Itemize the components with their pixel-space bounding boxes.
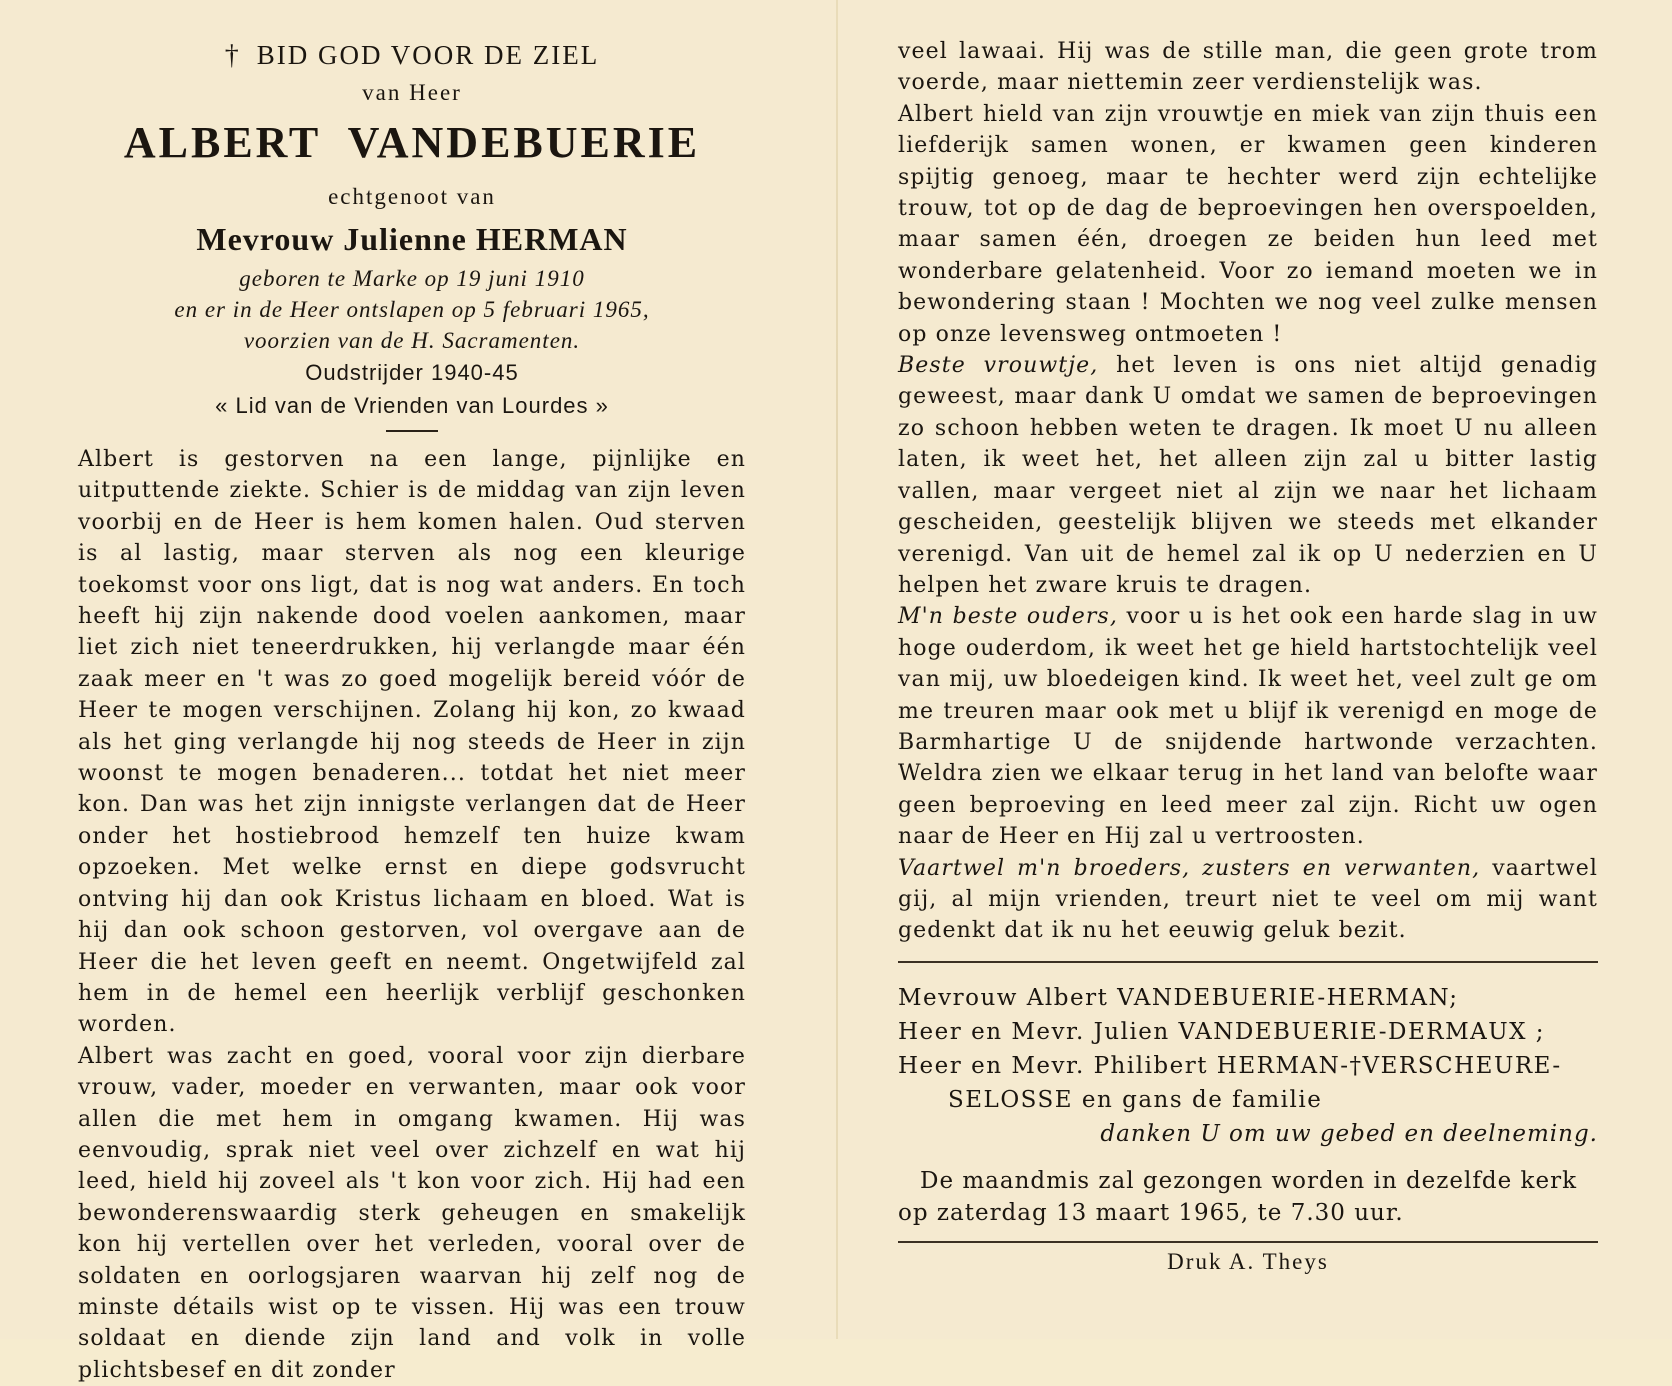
member-line: « Lid van de Vrienden van Lourdes »	[215, 393, 609, 418]
veteran-line: Oudstrijder 1940-45	[305, 360, 519, 385]
prayer-text: BID GOD VOOR DE ZIEL	[256, 40, 600, 70]
right-paragraph-4	[898, 601, 1598, 852]
thanks-line: danken U om uw gebed en deelneming.	[1100, 1120, 1598, 1147]
message-wife: het leven is ons niet altijd genadig geweest, maar dank U omdat we samen de beproevingen zo schoon hebben weten te dragen. Ik moet U nu alleen laten, ik weet het, het alleen zijn zal u bitter lastig vallen, maar vergeet niet al zijn we naar het lichaam gescheiden, geestelijk blijven we steeds met elkander verenigd. Van uit de hemel zal ik op U nederzien en U helpen het zware kruis te dragen.	[898, 353, 1598, 598]
message-parents: voor u is het ook een harde slag in uw hoge ouderdom, ik weet het ge hield hartstochtelijk veel van mij, uw bloedeigen kind. Ik weet het, veel zult ge om me treuren maar ook met u blijf ik verenigd en moge de Barmhartige U de snijdende hartwonde verzachten. Weldra zien we elkaar terug in het land van belofte waar geen beproeving en leed meer zal zijn. Richt uw ogen naar de Heer en Hij zal u vertroosten.	[898, 604, 1598, 850]
left-paragraph-2: Albert was zacht en goed, vooral voor zijn dierbare vrouw, vader, moeder en verwanten, maar ook voor allen die met hem in omgang kwamen. Hij was eenvoudig, sprak niet veel over zichzelf en wat hij leed, hield hij zoveel als 't kon voor zich. Hij had een bewonderenswaardig sterk geheugen en smakelijk kon hij vertellen over het verleden, vooral over de soldaten en oorlogsjaren waarvan hij zelf nog de minste détails wist op te vissen. Hij was een trouw soldaat en diende zijn land and volk in volle plichtsbesef en dit zonder	[78, 1043, 746, 1383]
family-line-2: Heer en Mevr. Julien VANDEBUERIE-DERMAUX ;	[898, 1018, 1546, 1045]
family-list	[898, 981, 1598, 1151]
short-divider	[386, 430, 438, 432]
card-fold	[836, 0, 838, 1339]
left-page	[78, 36, 746, 1386]
address-parents: M'n beste ouders,	[898, 604, 1118, 630]
sacraments-line: voorzien van de H. Sacramenten.	[243, 328, 581, 353]
mass-announcement	[898, 1165, 1598, 1229]
van-heer: van Heer	[362, 80, 462, 105]
mass-line-1: De maandmis zal gezongen worden in dezelfde kerk	[920, 1167, 1578, 1194]
divider-family	[898, 961, 1598, 963]
spouse-of: echtgenoot van	[328, 184, 496, 209]
right-page	[898, 36, 1598, 1275]
cross-icon: †	[224, 40, 241, 71]
right-paragraph-2: Albert hield van zijn vrouwtje en miek van zijn thuis een liefderijk samen wonen, er kwamen geen kinderen spijtig genoeg, maar te hechter werd zijn echtelijke trouw, tot op de dag de beproevingen hen overspoelden, maar samen één, droegen ze beiden hun leed met wonderbare gelatenheid. Voor zo iemand moeten we in bewondering staan ! Mochten we nog veel zulke mensen op onze levensweg ontmoeten !	[898, 101, 1598, 347]
family-line-3: Heer en Mevr. Philibert HERMAN-†VERSCHEURE-	[898, 1052, 1562, 1079]
right-paragraph-5	[898, 853, 1598, 947]
left-body	[78, 444, 746, 1386]
address-relatives: Vaartwel m'n broeders, zusters en verwanten,	[898, 855, 1481, 881]
spouse-name: Mevrouw Julienne HERMAN	[196, 221, 628, 257]
right-body	[898, 36, 1598, 947]
printer-credit: Druk A. Theys	[1167, 1248, 1329, 1274]
message-relatives: vaartwel gij, al mijn vrienden, treurt niet te veel om mij want gedenkt dat ik nu het eeuwig geluk bezit.	[898, 855, 1598, 944]
birth-line: geboren te Marke op 19 juni 1910	[239, 266, 585, 291]
mass-line-2: op zaterdag 13 maart 1965, te 7.30 uur.	[898, 1199, 1404, 1226]
left-paragraph-1: Albert is gestorven na een lange, pijnlijke en uitputtende ziekte. Schier is de middag van zijn leven voorbij en de Heer is hem komen halen. Oud sterven is al lastig, maar sterven als nog een kleurige toekomst voor ons ligt, dat is nog wat anders. En toch heeft hij zijn nakende dood voelen aankomen, maar liet zich niet teneerdrukken, hij verlangde maar één zaak meer en 't was zo goed mogelijk bereid vóór de Heer te mogen verschijnen. Zolang hij kon, zo kwaad als het ging verlangde hij nog steeds de Heer in zijn woonst te mogen benaderen... totdat het niet meer kon. Dan was het zijn innigste verlangen dat de Heer onder het hostiebrood hemzelf ten huize kwam opzoeken. Met welke ernst en diepe godsvrucht ontving hij dan ook Kristus lichaam en bloed. Wat is hij dan ook schoon gestorven, vol overgave aan de Heer die het leven geeft en neemt. Ongetwijfeld zal hem in de hemel een heerlijk verblijf geschonken worden.	[78, 447, 746, 1038]
family-line-1: Mevrouw Albert VANDEBUERIE-HERMAN;	[898, 984, 1459, 1011]
family-line-4: SELOSSE en gans de familie	[948, 1086, 1323, 1113]
deceased-name: ALBERT VANDEBUERIE	[123, 118, 701, 167]
right-paragraph-1: veel lawaai. Hij was de stille man, die geen grote trom voerde, maar niettemin zeer verdienstelijk was.	[898, 39, 1598, 96]
divider-printer	[898, 1241, 1598, 1243]
prayer-heading	[78, 36, 746, 75]
death-line: en er in de Heer ontslapen op 5 februari 1965,	[174, 297, 650, 322]
address-wife: Beste vrouwtje,	[898, 353, 1099, 379]
right-paragraph-3	[898, 350, 1598, 601]
